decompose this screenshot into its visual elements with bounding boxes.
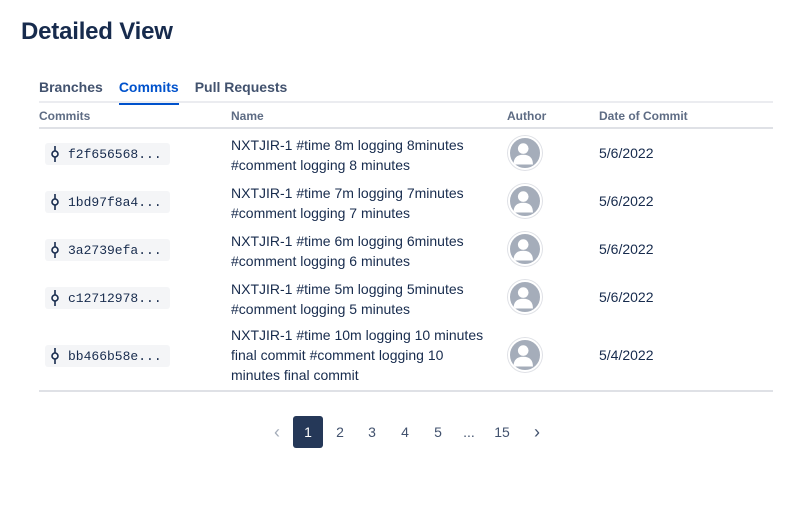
tab-pull-requests[interactable]: Pull Requests <box>194 79 288 95</box>
chevron-left-icon[interactable]: ‹ <box>274 422 280 442</box>
commit-message: NXTJIR-1 #time 7m logging 7minutes #comment logging 7 minutes <box>231 185 464 221</box>
commit-hash: f2f656568... <box>68 146 162 162</box>
page-button-3[interactable]: 3 <box>368 424 376 440</box>
commit-hash-chip[interactable] <box>45 143 170 165</box>
commits-table <box>39 104 773 389</box>
page-button-4[interactable]: 4 <box>401 424 409 440</box>
chevron-right-icon[interactable]: › <box>534 422 540 442</box>
page-button-2[interactable]: 2 <box>336 424 344 440</box>
user-avatar-icon[interactable] <box>508 338 542 372</box>
commit-message: NXTJIR-1 #time 6m logging 6minutes #comment logging 6 minutes <box>231 233 464 269</box>
git-commit-icon <box>49 194 61 210</box>
commit-date: 5/6/2022 <box>599 193 654 209</box>
commit-hash: 3a2739efa... <box>68 242 162 258</box>
commit-date: 5/6/2022 <box>599 289 654 305</box>
user-avatar-icon[interactable] <box>508 280 542 314</box>
git-commit-icon <box>49 146 61 162</box>
tab-bar <box>39 78 773 103</box>
tab-commits[interactable]: Commits <box>119 78 179 103</box>
git-commit-icon <box>49 242 61 258</box>
page-ellipsis: ... <box>463 424 475 440</box>
commit-message: NXTJIR-1 #time 10m logging 10 minutes final commit #comment logging 10 minutes final commit <box>231 327 484 383</box>
commit-message: NXTJIR-1 #time 8m logging 8minutes #comment logging 8 minutes <box>231 137 464 173</box>
table-row <box>39 273 773 321</box>
commit-hash-chip[interactable] <box>45 191 170 213</box>
table-row <box>39 321 773 389</box>
commit-hash-chip[interactable] <box>45 239 170 261</box>
table-row <box>39 225 773 273</box>
page-button-15[interactable]: 15 <box>494 424 510 440</box>
commit-hash: 1bd97f8a4... <box>68 194 162 210</box>
commit-hash: bb466b58e... <box>68 348 162 364</box>
column-header-date: Date of Commit <box>599 109 688 123</box>
commit-date: 5/6/2022 <box>599 145 654 161</box>
table-row <box>39 177 773 225</box>
git-commit-icon <box>49 348 61 364</box>
column-header-name: Name <box>231 109 264 123</box>
column-header-commits: Commits <box>39 109 91 123</box>
commit-hash-chip[interactable] <box>45 287 170 309</box>
user-avatar-icon[interactable] <box>508 232 542 266</box>
table-divider <box>39 390 773 392</box>
table-header <box>39 104 773 129</box>
page-button-5[interactable]: 5 <box>434 424 442 440</box>
column-header-author: Author <box>507 109 547 123</box>
user-avatar-icon[interactable] <box>508 184 542 218</box>
commit-hash: c12712978... <box>68 290 162 306</box>
page-title: Detailed View <box>21 18 173 45</box>
page-button-1[interactable]: 1 <box>293 416 323 448</box>
git-commit-icon <box>49 290 61 306</box>
commit-date: 5/6/2022 <box>599 241 654 257</box>
commit-hash-chip[interactable] <box>45 345 170 367</box>
user-avatar-icon[interactable] <box>508 136 542 170</box>
commit-date: 5/4/2022 <box>599 347 654 363</box>
table-row <box>39 129 773 177</box>
commit-message: NXTJIR-1 #time 5m logging 5minutes #comment logging 5 minutes <box>231 281 464 317</box>
tab-branches[interactable]: Branches <box>39 79 103 95</box>
